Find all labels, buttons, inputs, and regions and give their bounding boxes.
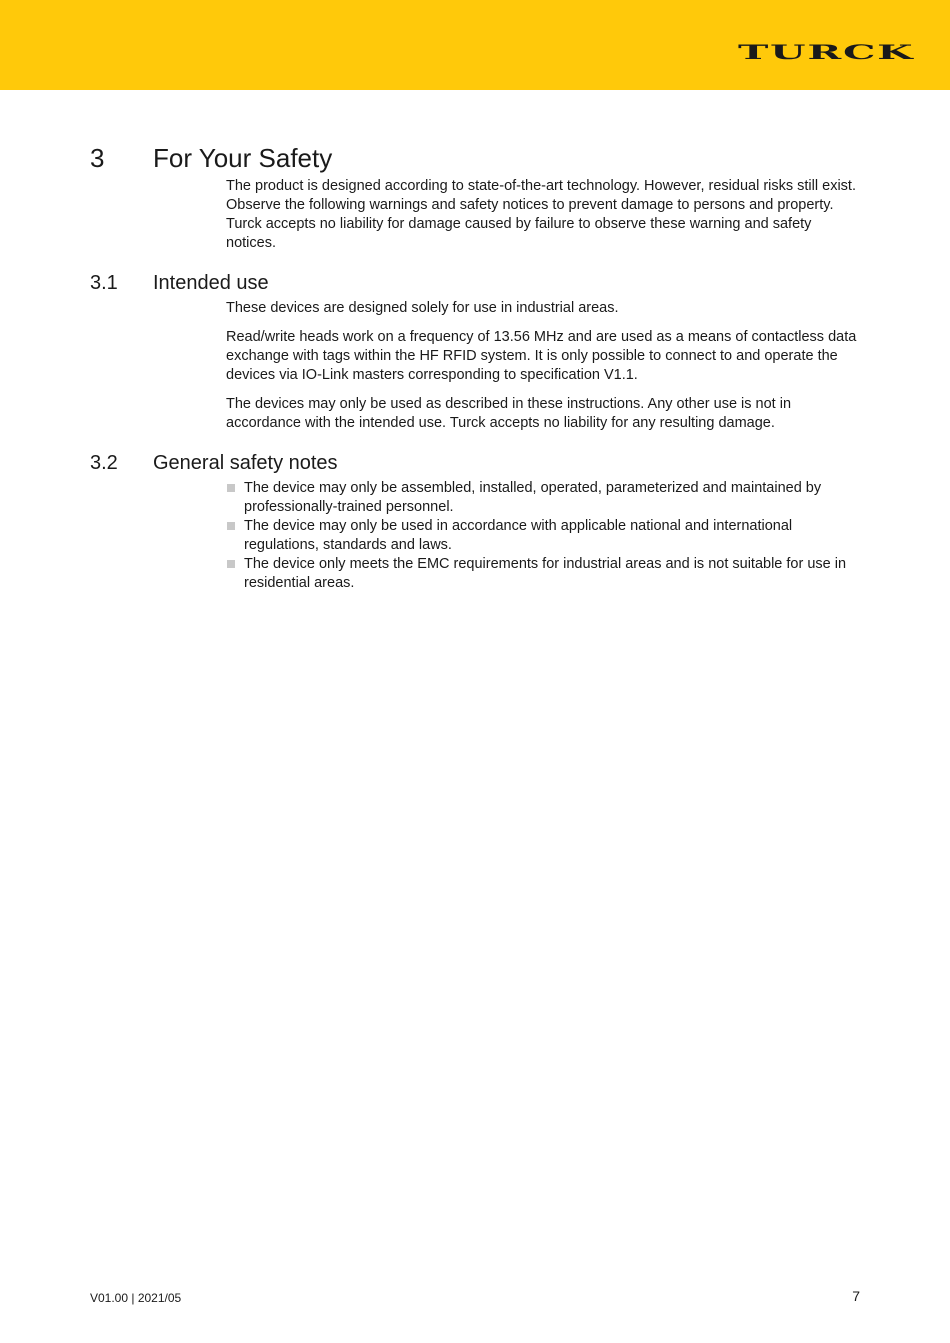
list-item-text: The device may only be assembled, installed, operated, parameterized and maintained by professionally-trained personnel. bbox=[244, 480, 822, 515]
list-item-text: The device only meets the EMC requirements for industrial areas and is not suitable for use in residential areas. bbox=[244, 556, 847, 591]
footer-version: V01.00 | 2021/05 bbox=[90, 1291, 182, 1305]
list-item bbox=[226, 555, 862, 593]
intended-use-paragraph: Read/write heads work on a frequency of 13.56 MHz and are used as a means of contactless data exchange with tags within the HF RFID system. It is only possible to connect to and operate the devices via IO-Link masters corresponding to specification V1.1. bbox=[226, 329, 857, 383]
list-item bbox=[226, 479, 862, 517]
bullet-square-icon bbox=[227, 560, 235, 568]
intended-use-paragraph: These devices are designed solely for use in industrial areas. bbox=[226, 300, 619, 316]
section-title: For Your Safety bbox=[153, 143, 333, 173]
turck-logo: TURCK bbox=[738, 39, 915, 64]
subsection-title-intended-use: Intended use bbox=[153, 272, 269, 294]
intended-use-paragraph: The devices may only be used as described in these instructions. Any other use is not in accordance with the intended use. Turck accepts no liability for any resulting damage. bbox=[226, 396, 792, 431]
page-number: 7 bbox=[852, 1288, 860, 1304]
subsection-number-general-safety: 3.2 bbox=[90, 452, 118, 474]
safety-notes-list bbox=[226, 479, 862, 593]
section-number: 3 bbox=[90, 143, 105, 173]
bullet-square-icon bbox=[227, 484, 235, 492]
subsection-title-general-safety: General safety notes bbox=[153, 452, 338, 474]
list-item-text: The device may only be used in accordance with applicable national and international regulations, standards and laws. bbox=[244, 518, 793, 553]
header-band bbox=[0, 0, 950, 90]
list-item bbox=[226, 517, 862, 555]
section-intro: The product is designed according to state-of-the-art technology. However, residual risks still exist. Observe the following warnings and safety notices to prevent damage to persons and property. Turck accepts no liability for damage caused by failure to observe these warning and safety notices. bbox=[226, 178, 856, 251]
subsection-number-intended-use: 3.1 bbox=[90, 272, 118, 294]
bullet-square-icon bbox=[227, 522, 235, 530]
